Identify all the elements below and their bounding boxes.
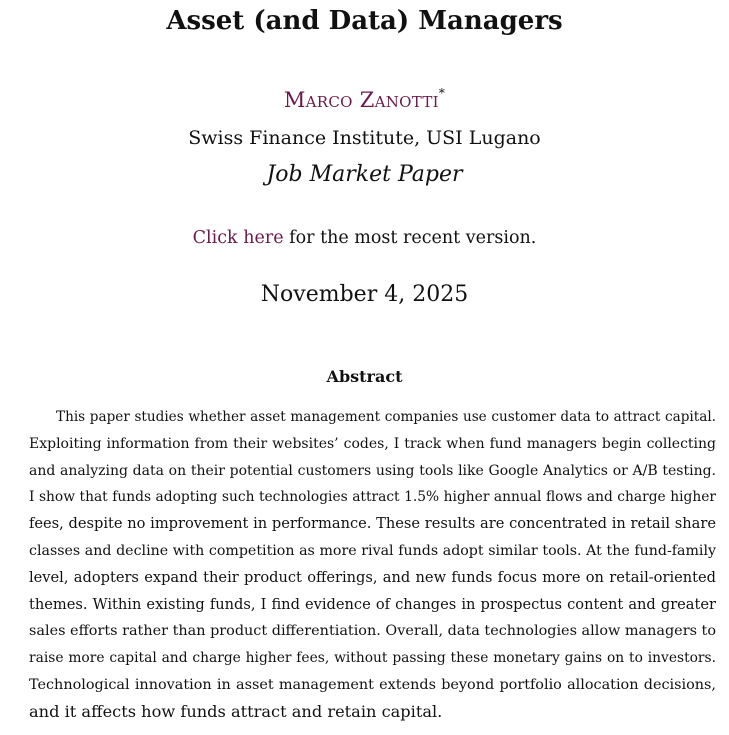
- paper-date: November 4, 2025: [260, 282, 469, 307]
- abstract-body: [29, 404, 716, 726]
- abstract-line: and analyzing data on their potential customers using tools like Google Analytics or A/B testing.: [29, 462, 716, 479]
- author-footnote-mark[interactable]: *: [438, 86, 446, 100]
- abstract-line: I show that funds adopting such technologies attract 1.5% higher annual flows and charge higher: [29, 489, 716, 506]
- author-affiliation: Swiss Finance Institute, USI Lugano: [188, 127, 541, 149]
- abstract-line: level, adopters expand their product offerings, and new funds focus more on retail-oriented: [29, 568, 716, 586]
- abstract-line: Technological innovation in asset management extends beyond portfolio allocation decisions,: [29, 676, 716, 693]
- abstract-line: This paper studies whether asset management companies use customer data to attract capital.: [56, 409, 716, 425]
- abstract-line: Exploiting information from their websites’ codes, I track when fund managers begin collecting: [29, 435, 716, 452]
- abstract-heading: Abstract: [326, 367, 403, 386]
- recent-version-link[interactable]: Click here: [192, 228, 284, 248]
- abstract-line: themes. Within existing funds, I find evidence of changes in prospectus content and greater: [29, 595, 716, 613]
- paper-title: Asset (and Data) Managers: [166, 6, 563, 36]
- paper-type: Job Market Paper: [266, 162, 463, 187]
- recent-version-note: [0, 228, 729, 248]
- abstract-line: and it affects how funds attract and retain capital.: [29, 701, 443, 721]
- author-name-text[interactable]: Marco Zanotti: [283, 88, 439, 112]
- abstract-line: raise more capital and charge higher fees, without passing these monetary gains on to investors.: [29, 650, 716, 667]
- recent-version-text: for the most recent version.: [283, 228, 537, 248]
- abstract-line: sales efforts rather than product differentiation. Overall, data technologies allow managers to: [29, 623, 716, 640]
- author-name[interactable]: [0, 88, 729, 112]
- abstract-line: fees, despite no improvement in performance. These results are concentrated in retail share: [29, 515, 716, 533]
- abstract-line: classes and decline with competition as more rival funds adopt similar tools. At the fund-family: [29, 542, 716, 559]
